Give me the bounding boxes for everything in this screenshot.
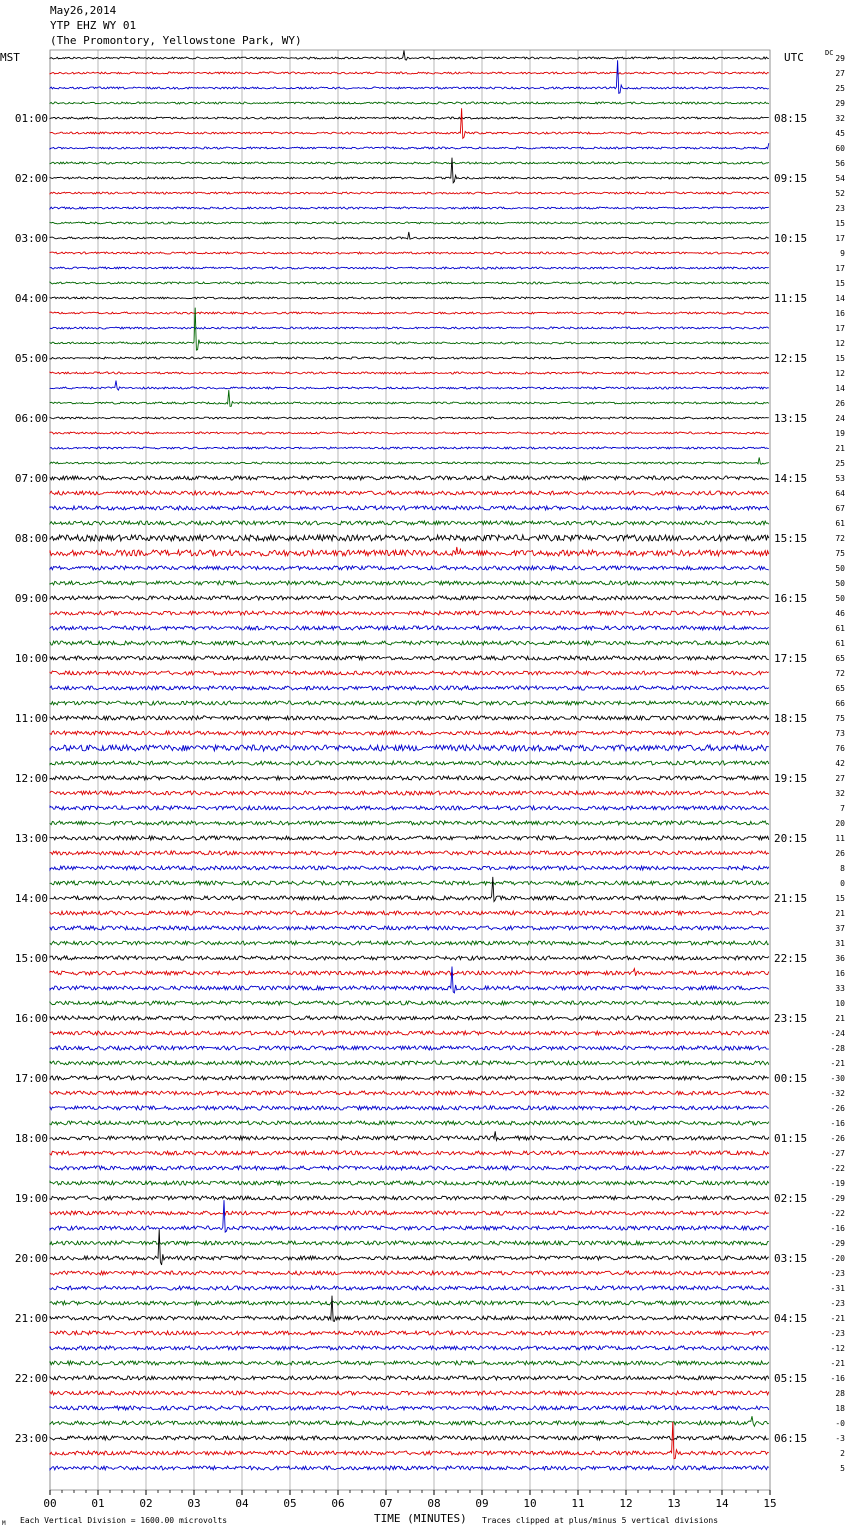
dc-offset-label: 15 [835,354,845,363]
dc-offset-label: 14 [835,384,845,393]
seismic-trace [50,357,769,359]
utc-hour-label: 09:15 [774,172,808,185]
dc-offset-label: 65 [835,684,845,693]
dc-offset-label: 65 [835,654,845,663]
utc-hour-label: 14:15 [774,472,808,485]
dc-offset-label: -0 [835,1419,845,1428]
seismic-trace [50,1106,769,1110]
dc-offset-label: 12 [835,369,845,378]
seismic-trace [50,1391,769,1395]
seismic-trace [50,457,769,464]
seismic-trace [50,1076,769,1080]
x-tick-label: 00 [43,1497,57,1510]
utc-hour-label: 21:15 [774,892,808,905]
mst-hour-label: 20:00 [14,1252,48,1265]
dc-offset-label: 36 [835,954,845,963]
seismic-trace [50,252,769,254]
seismic-trace [50,267,769,269]
utc-hour-label: 03:15 [774,1252,808,1265]
seismic-trace [50,535,769,541]
mst-hour-label: 15:00 [14,952,48,965]
dc-offset-label: 52 [835,189,845,198]
mst-hour-label: 17:00 [14,1072,48,1085]
seismic-trace [50,1346,769,1350]
x-tick-label: 10 [523,1497,537,1510]
seismic-trace [50,1061,769,1065]
dc-offset-label: 11 [835,834,845,843]
utc-hour-label: 23:15 [774,1012,808,1025]
chart-subtitle: (The Promontory, Yellowstone Park, WY) [50,34,302,47]
seismic-trace [50,297,769,299]
x-tick-label: 15 [763,1497,777,1510]
seismic-trace [50,941,769,945]
dc-offset-label: 61 [835,639,845,648]
logo-mark: M [2,1520,6,1527]
seismic-trace [50,381,769,391]
dc-offset-label: -26 [830,1134,845,1143]
dc-offset-label: -23 [830,1329,845,1338]
seismic-trace [50,1181,769,1185]
dc-offset-label: 0 [840,879,845,888]
seismic-trace [50,745,769,751]
mst-hour-label: 13:00 [14,832,48,845]
dc-offset-label: -29 [830,1239,845,1248]
utc-hour-label: 08:15 [774,112,808,125]
scale-note: Each Vertical Division = 1600.00 microvolts [20,1516,228,1525]
seismic-trace [50,866,769,870]
dc-offset-label: 67 [835,504,845,513]
seismic-trace [50,1271,769,1275]
seismic-trace [50,926,769,930]
seismic-trace [50,1001,769,1005]
seismic-trace [50,1436,769,1440]
mst-hour-label: 14:00 [14,892,48,905]
dc-offset-label: 8 [840,864,845,873]
dc-offset-label: -22 [830,1209,845,1218]
seismic-trace [50,162,769,164]
seismic-trace [50,1466,769,1470]
seismic-trace [50,967,769,993]
seismic-trace [50,671,769,675]
dc-offset-label: 29 [835,99,845,108]
dc-offset-label: 17 [835,264,845,273]
dc-offset-label: -21 [830,1359,845,1368]
dc-offset-label: -20 [830,1254,845,1263]
utc-hour-label: 22:15 [774,952,808,965]
dc-offset-label: -27 [830,1149,845,1158]
dc-offset-label: -23 [830,1269,845,1278]
clip-note: Traces clipped at plus/minus 5 vertical divisions [482,1516,719,1525]
seismic-trace [50,491,769,495]
x-tick-label: 13 [667,1497,681,1510]
utc-hour-label: 16:15 [774,592,808,605]
x-tick-label: 09 [475,1497,489,1510]
seismic-trace [50,547,769,556]
mst-hour-label: 06:00 [14,412,48,425]
dc-offset-label: 5 [840,1464,845,1473]
dc-offset-label: -29 [830,1194,845,1203]
x-tick-label: 06 [331,1497,345,1510]
seismic-trace [50,656,769,660]
dc-offset-label: 20 [835,819,845,828]
utc-hour-label: 01:15 [774,1132,808,1145]
dc-offset-label: -16 [830,1374,845,1383]
seismic-trace [50,701,769,705]
mst-hour-label: 23:00 [14,1432,48,1445]
seismic-trace [50,1241,769,1245]
dc-offset-label: -26 [830,1104,845,1113]
seismic-trace [50,1361,769,1365]
mst-hour-label: 11:00 [14,712,48,725]
dc-offset-label: 32 [835,789,845,798]
dc-header-label: DC [825,49,834,57]
dc-offset-label: 25 [835,459,845,468]
utc-hour-label: 11:15 [774,292,808,305]
dc-offset-label: 27 [835,69,845,78]
dc-offset-label: -28 [830,1044,845,1053]
utc-hour-label: 05:15 [774,1372,808,1385]
seismic-trace [50,881,769,885]
dc-offset-label: 72 [835,669,845,678]
utc-hour-label: 15:15 [774,532,808,545]
seismic-trace [50,761,769,765]
dc-offset-label: 54 [835,174,845,183]
utc-hour-label: 10:15 [774,232,808,245]
seismic-trace [50,731,769,735]
dc-offset-label: 45 [835,129,845,138]
dc-offset-label: 75 [835,549,845,558]
utc-hour-label: 02:15 [774,1192,808,1205]
dc-offset-label: 33 [835,984,845,993]
chart-title: YTP EHZ WY 01 [50,19,137,32]
dc-offset-label: 50 [835,594,845,603]
dc-offset-label: -31 [830,1284,845,1293]
seismic-trace [50,1211,769,1215]
seismic-trace [50,1301,769,1305]
seismic-trace [50,877,769,902]
dc-offset-label: 21 [835,909,845,918]
seismic-trace [50,1016,769,1020]
mst-hour-label: 01:00 [14,112,48,125]
dc-offset-label: 31 [835,939,845,948]
dc-offset-label: -19 [830,1179,845,1188]
utc-hour-label: 13:15 [774,412,808,425]
dc-offset-label: 21 [835,444,845,453]
dc-offset-label: 9 [840,249,845,258]
dc-offset-label: -22 [830,1164,845,1173]
seismic-trace [50,776,769,780]
dc-offset-label: -30 [830,1074,845,1083]
dc-offset-label: 56 [835,159,845,168]
seismic-trace [50,1046,769,1050]
dc-offset-label: 28 [835,1389,845,1398]
mst-hour-label: 22:00 [14,1372,48,1385]
dc-offset-label: -16 [830,1224,845,1233]
dc-offset-label: 14 [835,294,845,303]
seismic-trace [50,641,769,645]
seismic-trace [50,611,769,615]
seismic-trace [50,626,769,630]
seismic-trace [50,506,769,510]
seismic-trace [50,566,769,570]
seismic-trace [50,1286,769,1290]
seismic-trace [50,447,769,449]
dc-offset-label: -16 [830,1119,845,1128]
seismic-trace [50,282,769,284]
seismic-trace [50,851,769,855]
dc-offset-label: 29 [835,54,845,63]
seismic-trace [50,806,769,810]
seismic-trace [50,1230,769,1265]
dc-offset-label: -3 [835,1434,845,1443]
x-axis-label: TIME (MINUTES) [374,1512,467,1525]
dc-offset-label: 15 [835,894,845,903]
dc-offset-label: 16 [835,969,845,978]
seismic-trace [50,1031,769,1035]
seismic-trace [50,117,769,119]
seismic-trace [50,222,769,224]
x-tick-label: 04 [235,1497,249,1510]
utc-hour-label: 20:15 [774,832,808,845]
mst-hour-label: 08:00 [14,532,48,545]
dc-offset-label: 23 [835,204,845,213]
utc-hour-label: 00:15 [774,1072,808,1085]
seismic-trace [50,596,769,600]
seismic-trace [50,1091,769,1095]
seismic-trace [50,1296,769,1322]
dc-offset-label: -21 [830,1059,845,1068]
seismic-trace [50,686,769,690]
seismic-trace [50,956,769,960]
mst-hour-label: 10:00 [14,652,48,665]
dc-offset-label: 10 [835,999,845,1008]
seismic-trace [50,327,769,329]
dc-offset-label: 46 [835,609,845,618]
utc-hour-label: 18:15 [774,712,808,725]
utc-hour-label: 06:15 [774,1432,808,1445]
dc-offset-label: 27 [835,774,845,783]
dc-offset-label: 50 [835,579,845,588]
mst-hour-label: 19:00 [14,1192,48,1205]
dc-offset-label: 26 [835,849,845,858]
x-tick-label: 12 [619,1497,633,1510]
mst-hour-label: 09:00 [14,592,48,605]
dc-offset-label: 50 [835,564,845,573]
labels [0,49,845,1527]
x-tick-label: 01 [91,1497,105,1510]
dc-offset-label: 61 [835,624,845,633]
mst-hour-label: 12:00 [14,772,48,785]
dc-offset-label: 17 [835,234,845,243]
utc-hour-label: 04:15 [774,1312,808,1325]
seismic-trace [50,417,769,419]
seismic-trace [50,821,769,825]
seismic-trace [50,1196,769,1200]
dc-offset-label: 64 [835,489,845,498]
x-tick-label: 03 [187,1497,201,1510]
seismic-trace [50,60,769,93]
seismic-trace [50,1416,769,1426]
dc-offset-label: 73 [835,729,845,738]
seismic-trace [50,158,769,183]
mst-hour-label: 21:00 [14,1312,48,1325]
seismic-trace [50,911,769,915]
dc-offset-label: 60 [835,144,845,153]
dc-offset-label: 61 [835,519,845,528]
dc-offset-label: 76 [835,744,845,753]
seismic-trace [50,51,769,61]
mst-hour-label: 02:00 [14,172,48,185]
mst-hour-label: 18:00 [14,1132,48,1145]
dc-offset-label: 7 [840,804,845,813]
dc-offset-label: 19 [835,429,845,438]
dc-offset-label: 15 [835,219,845,228]
dc-offset-label: 32 [835,114,845,123]
dc-offset-label: 26 [835,399,845,408]
dc-offset-label: 16 [835,309,845,318]
utc-hour-label: 17:15 [774,652,808,665]
x-tick-label: 05 [283,1497,297,1510]
seismic-trace [50,108,769,138]
seismic-trace [50,1121,769,1125]
seismic-trace [50,1331,769,1335]
x-tick-label: 07 [379,1497,393,1510]
dc-offset-label: 18 [835,1404,845,1413]
seismic-trace [50,72,769,74]
dc-offset-label: 42 [835,759,845,768]
x-tick-label: 14 [715,1497,729,1510]
dc-offset-label: 17 [835,324,845,333]
dc-offset-label: 53 [835,474,845,483]
dc-offset-label: 25 [835,84,845,93]
seismic-trace [50,143,769,149]
seismic-trace [50,716,769,720]
seismic-trace [50,390,769,406]
mst-hour-label: 03:00 [14,232,48,245]
x-tick-label: 11 [571,1497,585,1510]
seismic-trace [50,192,769,194]
x-tick-label: 08 [427,1497,441,1510]
seismic-trace [50,232,769,239]
seismic-trace [50,1422,769,1459]
seismic-trace [50,791,769,795]
dc-offset-label: 66 [835,699,845,708]
seismic-trace [50,1151,769,1155]
x-tick-label: 02 [139,1497,153,1510]
seismic-trace [50,836,769,840]
dc-offset-label: -21 [830,1314,845,1323]
dc-offset-label: 15 [835,279,845,288]
seismic-trace [50,521,769,525]
utc-axis-label: UTC [784,51,804,64]
dc-offset-label: 24 [835,414,845,423]
utc-hour-label: 19:15 [774,772,808,785]
seismic-trace [50,1406,769,1410]
mst-hour-label: 05:00 [14,352,48,365]
mst-hour-label: 04:00 [14,292,48,305]
dc-offset-label: 72 [835,534,845,543]
dc-offset-label: 12 [835,339,845,348]
seismic-trace [50,1376,769,1380]
chart-date: May26,2014 [50,4,117,17]
seismic-trace [50,102,769,104]
dc-offset-label: -32 [830,1089,845,1098]
dc-offset-label: -12 [830,1344,845,1353]
seismic-trace [50,207,769,209]
utc-hour-label: 12:15 [774,352,808,365]
dc-offset-label: 37 [835,924,845,933]
seismic-trace [50,1131,769,1140]
seismic-trace [50,312,769,314]
seismic-trace [50,969,769,976]
mst-hour-label: 07:00 [14,472,48,485]
dc-offset-label: -24 [830,1029,845,1038]
dc-offset-label: 75 [835,714,845,723]
traces [50,51,769,1471]
seismic-trace [50,1200,769,1232]
seismic-trace [50,1166,769,1170]
seismic-trace [50,372,769,374]
seismic-trace [50,581,769,585]
dc-offset-label: 21 [835,1014,845,1023]
seismic-trace [50,432,769,434]
seismic-trace [50,476,769,480]
mst-hour-label: 16:00 [14,1012,48,1025]
dc-offset-label: 2 [840,1449,845,1458]
mst-axis-label: MST [0,51,20,64]
dc-offset-label: -23 [830,1299,845,1308]
